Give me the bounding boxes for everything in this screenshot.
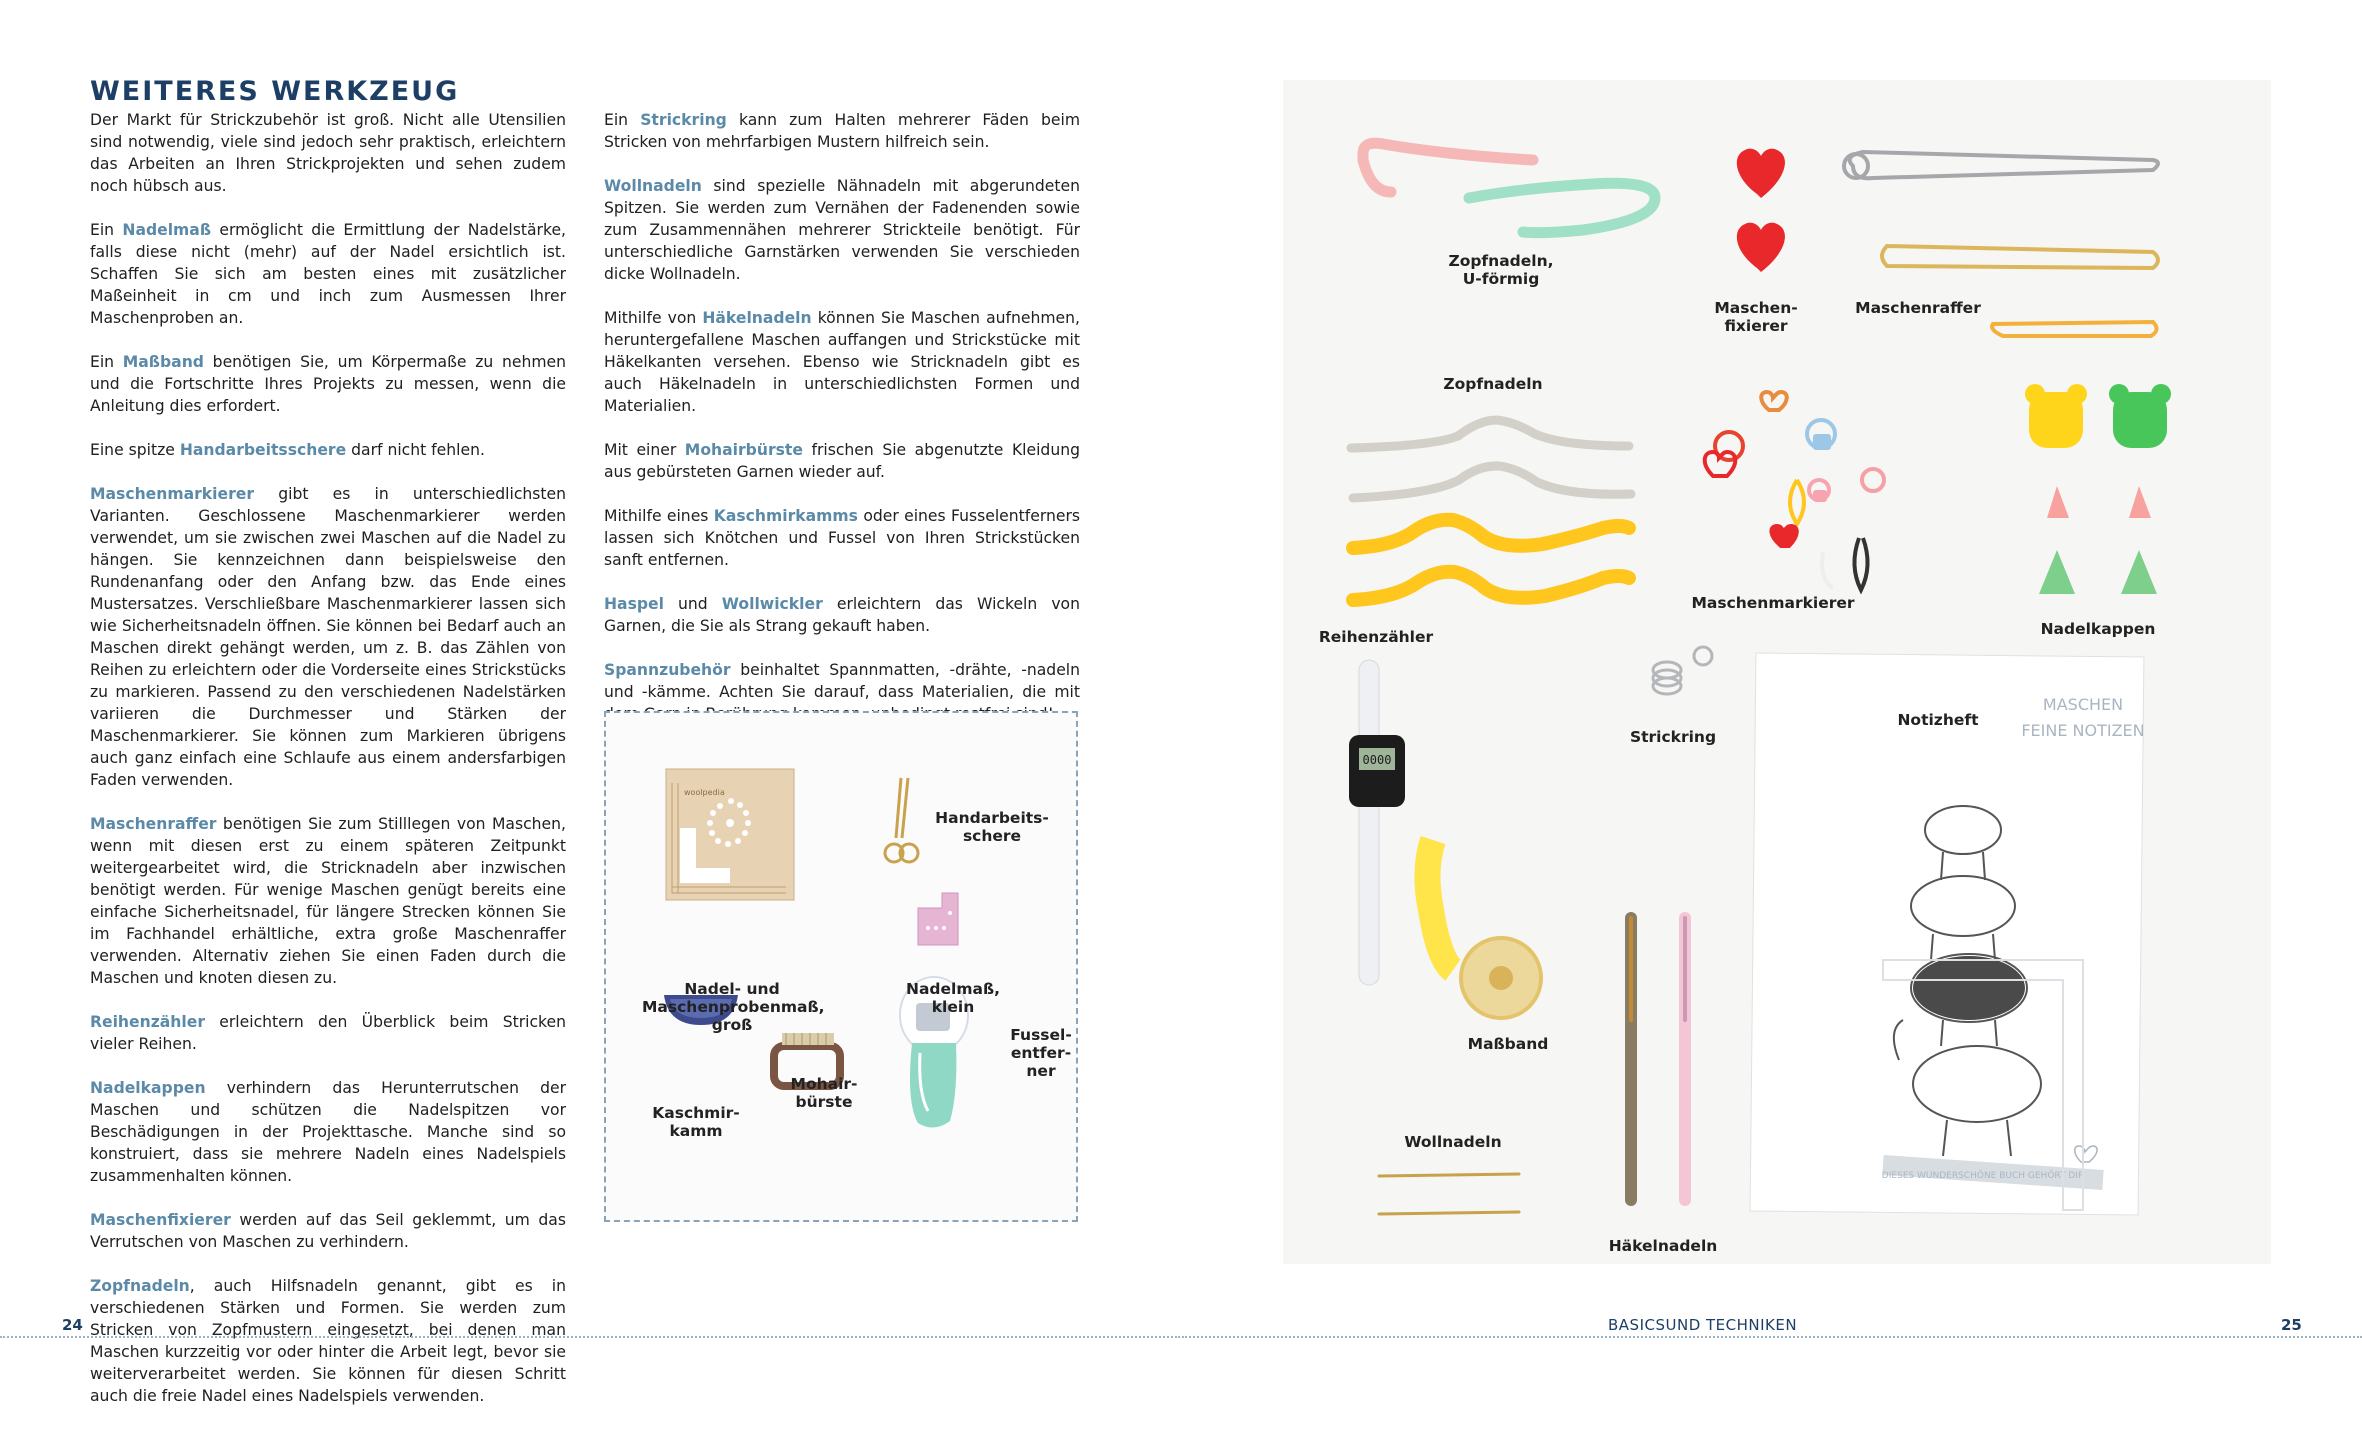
keyword: Nadelmaß — [122, 221, 212, 239]
keyword: Mohairbürste — [684, 441, 803, 459]
label-kaschmirkamm: Kaschmir- kamm — [652, 1104, 740, 1140]
text-run: erleichtern den Überblick beim Stricken vieler Reihen. — [90, 1013, 566, 1053]
text-run: werden auf das Seil geklemmt, um das Verrutschen von Maschen zu verhindern. — [90, 1211, 566, 1251]
tools-photo — [1283, 80, 2271, 1264]
notebook-image — [1750, 653, 2145, 1215]
label-zopfnadeln-u: Zopfnadeln, U-förmig — [1448, 252, 1554, 288]
scissors-image — [885, 778, 918, 862]
small-tools-photo-box — [604, 711, 1078, 1222]
cable-needles-image — [1351, 420, 1631, 600]
text-run: Eine spitze — [90, 441, 180, 459]
paragraph — [604, 593, 1080, 637]
label-nadelmass-gross: Nadel- und Maschenprobenmaß, groß — [642, 980, 825, 1034]
keyword: Handarbeitsschere — [179, 441, 347, 459]
footer-rule-left — [0, 1336, 1180, 1338]
text-run: ermöglicht die Ermittlung der Nadelstärke, falls diese nicht (mehr) auf der Nadel ersichtlich ist. Schaffen Sie sich am besten eines mit zusätzlicher Maßeinheit in cm und inch zum Ausmessen Ihrer Maschenproben an. — [90, 221, 566, 327]
text-run: verhindern das Herunterrutschen der Maschen und schützen die Nadelspitzen vor Beschädigungen in der Projekttasche. Manche sind so konstruiert, dass sie mehrere Nadeln eines Nadelspiels zusammenhalten können. — [90, 1079, 566, 1185]
label-notizheft: Notizheft — [1897, 711, 1979, 729]
text-run: gibt es in unterschiedlichsten Varianten. Geschlossene Maschenmarkierer werden verwendet, um sie zwischen zwei Maschen auf die Nadel zu hängen. Sie kennzeichnen dann beispielsweise den Rundenanfang oder den Anfang bzw. das Ende eines Mustersatzes. Verschließbare Maschenmarkierer lassen sich wie Sicherheitsnadeln öffnen. Sie können bei Bedarf auch an Maschen direkt gehängt werden, um z. B. das Zählen von Reihen zu erleichtern oder die Vorderseite eines Strickstücks zu markieren. Passend zu den verschiedenen Nadelstärken variieren die Durchmesser und Stärken der Maschenmarkierer. Sie können zum Markieren übrigens auch ganz einfach eine Schlaufe aus einem andersfarbigen Faden verwenden. — [90, 485, 566, 789]
label-handarbeitsschere: Handarbeits- schere — [935, 809, 1049, 845]
right-text-column — [604, 109, 1080, 747]
paragraph — [90, 483, 566, 791]
page-title: WEITERES WERKZEUG — [90, 76, 460, 107]
text-run: Mithilfe von — [604, 309, 703, 327]
paragraph — [604, 175, 1080, 285]
paragraph — [90, 1209, 566, 1253]
text-run: , auch Hilfsnadeln genannt, gibt es in verschiedenen Stärken und Formen. Sie werden zum Stricken von Zopfmustern eingesetzt, bei denen man Maschen kurzzeitig vor oder hinter die Arbeit legt, bevor sie weiterverarbeitet werden. Sie können für diesen Schritt auch die freie Nadel eines Nadelspiels verwenden. — [90, 1277, 566, 1405]
text-run: frischen Sie abgenutzte Kleidung aus gebürsteten Garnen wieder auf. — [604, 441, 1080, 481]
needle-caps-image — [2025, 384, 2171, 594]
keyword: Häkelnadeln — [702, 309, 812, 327]
paragraph — [90, 1011, 566, 1055]
text-run: und — [663, 595, 722, 613]
text-run: sind spezielle Nähnadeln mit abgerundeten Spitzen. Sie werden zum Vernähen der Fadenenden sowie zum Zusammennähen mehrerer Strickteile benötigt. Für unterschiedliche Garnstärken verwenden Sie verschieden dicke Wollnadeln. — [604, 177, 1080, 283]
running-head: BASICSUND TECHNIKEN — [1608, 1316, 1798, 1334]
keyword: Kaschmirkamms — [713, 507, 858, 525]
text-run: Mithilfe eines — [604, 507, 714, 525]
tools-illustration — [1283, 80, 2271, 1264]
text-run: beinhaltet Spannmatten, -drähte, -nadeln und -kämme. Achten Sie darauf, dass Materialien, die mit — [604, 661, 1080, 701]
label-nadelmass-klein: Nadelmaß, klein — [906, 980, 1000, 1016]
paragraph — [90, 439, 566, 461]
small-gauge-image — [918, 893, 958, 945]
label-maschenraffer: Maschenraffer — [1855, 299, 1981, 317]
notebook-footer: DIESES WUNDERSCHÖNE BUCH GEHÖRT DIR — [1881, 1171, 2085, 1181]
label-nadelkappen: Nadelkappen — [2040, 620, 2156, 638]
paragraph — [90, 813, 566, 989]
paragraph — [90, 1077, 566, 1187]
text-run: Der Markt für Strickzubehör ist groß. Nicht alle Utensilien sind notwendig, viele sind jedoch sehr praktisch, erleichtern das Arbeiten an Ihren Strickprojekten und sehen zudem noch hübsch aus. — [90, 111, 566, 195]
keyword: Haspel — [604, 595, 664, 613]
knitting-ring-image — [1653, 647, 1712, 694]
label-wollnadeln: Wollnadeln — [1404, 1133, 1502, 1151]
page-number-right: 25 — [2281, 1316, 2302, 1334]
label-zopfnadeln: Zopfnadeln — [1443, 375, 1543, 393]
keyword: Maßband — [122, 353, 204, 371]
keyword: Maschenfixierer — [90, 1211, 231, 1229]
page-number-left: 24 — [62, 1316, 83, 1334]
keyword: Strickring — [640, 111, 727, 129]
paragraph — [90, 109, 566, 197]
paragraph — [604, 505, 1080, 571]
small-tools-illustration — [606, 713, 1076, 1220]
tape-measure-image — [1427, 840, 1541, 1018]
keyword: Maschenmarkierer — [90, 485, 255, 503]
text-run: können Sie Maschen aufnehmen, heruntergefallene Maschen auffangen und Strickstücke mit Häkelkanten versehen. Ebenso wie Stricknadeln gibt es auch Häkelnadeln in unterschiedlichsten Formen und Materialien. — [604, 309, 1080, 415]
stitch-markers-image — [1705, 392, 1884, 590]
text-run: Ein — [90, 221, 123, 239]
label-haekelnadeln: Häkelnadeln — [1608, 1237, 1718, 1255]
text-run: benötigen Sie, um Körpermaße zu nehmen und die Fortschritte Ihres Projekts zu messen, wenn die Anleitung dies erfordert. — [90, 353, 566, 415]
paragraph — [90, 219, 566, 329]
text-run: Ein — [90, 353, 123, 371]
label-massband: Maßband — [1467, 1035, 1549, 1053]
label-fusselentferner: Fussel- entfer- ner — [1010, 1026, 1072, 1080]
paragraph — [90, 1275, 566, 1407]
board-brand: woolpedia — [684, 788, 725, 797]
keyword: Wollnadeln — [604, 177, 702, 195]
keyword: Nadelkappen — [90, 1079, 206, 1097]
paragraph — [604, 109, 1080, 153]
text-run: Mit einer — [604, 441, 685, 459]
keyword: Spannzubehör — [604, 661, 731, 679]
notebook-title: MASCHEN — [2042, 695, 2124, 714]
text-run: erleichtern das Wickeln von Garnen, die Sie als Strang gekauft haben. — [604, 595, 1080, 635]
stitch-fixer-hearts-image — [1737, 149, 1785, 272]
label-maschenmarkierer: Maschenmarkierer — [1691, 594, 1855, 612]
keyword: Zopfnadeln — [90, 1277, 190, 1295]
text-run: darf nicht fehlen. — [346, 441, 485, 459]
tapestry-needles-image — [1379, 1174, 1519, 1214]
label-strickring: Strickring — [1629, 728, 1717, 746]
footer-rule-right — [1182, 1336, 2362, 1338]
counter-display: 0000 — [1362, 753, 1392, 767]
text-run: benötigen Sie zum Stilllegen von Maschen, wenn mit diesen erst zu einem späteren Zeitpunkt weitergearbeitet wird, die Stricknadeln aber inzwischen benötigt werden. Für wenige Maschen genügt bereits eine einfache Sicherheitsnadel, für längere Strecken können Sie im Fachhandel erhältliche, extra große Maschenraffer verwenden. Alternativ ziehen Sie einen Faden durch die Maschen und knoten diesen zu. — [90, 815, 566, 987]
paragraph — [90, 351, 566, 417]
keyword: Maschenraffer — [90, 815, 217, 833]
paragraph — [604, 307, 1080, 417]
gauge-board-image — [666, 769, 794, 900]
text-run: kann zum Halten mehrerer Fäden beim Stricken von mehrfarbigen Mustern hilfreich sein. — [604, 111, 1081, 151]
keyword: Wollwickler — [721, 595, 823, 613]
left-text-column — [90, 109, 566, 1429]
crochet-hooks-image — [1631, 918, 1685, 1200]
text-run: Ein — [604, 111, 641, 129]
u-cable-needles-image — [1363, 143, 1655, 233]
keyword: Reihenzähler — [90, 1013, 206, 1031]
row-counter-image — [1349, 660, 1405, 985]
paragraph — [604, 439, 1080, 483]
label-reihenzaehler: Reihenzähler — [1318, 628, 1434, 646]
notebook-subtitle: FEINE NOTIZEN — [2021, 721, 2145, 740]
label-maschenfixierer: Maschen- fixierer — [1714, 299, 1798, 335]
label-mohairbuerste: Mohair- bürste — [790, 1075, 858, 1111]
text-run: oder eines Fusselentferners lassen sich Knötchen und Fussel von Ihren Strickstücken sanft entfernen. — [604, 507, 1080, 569]
